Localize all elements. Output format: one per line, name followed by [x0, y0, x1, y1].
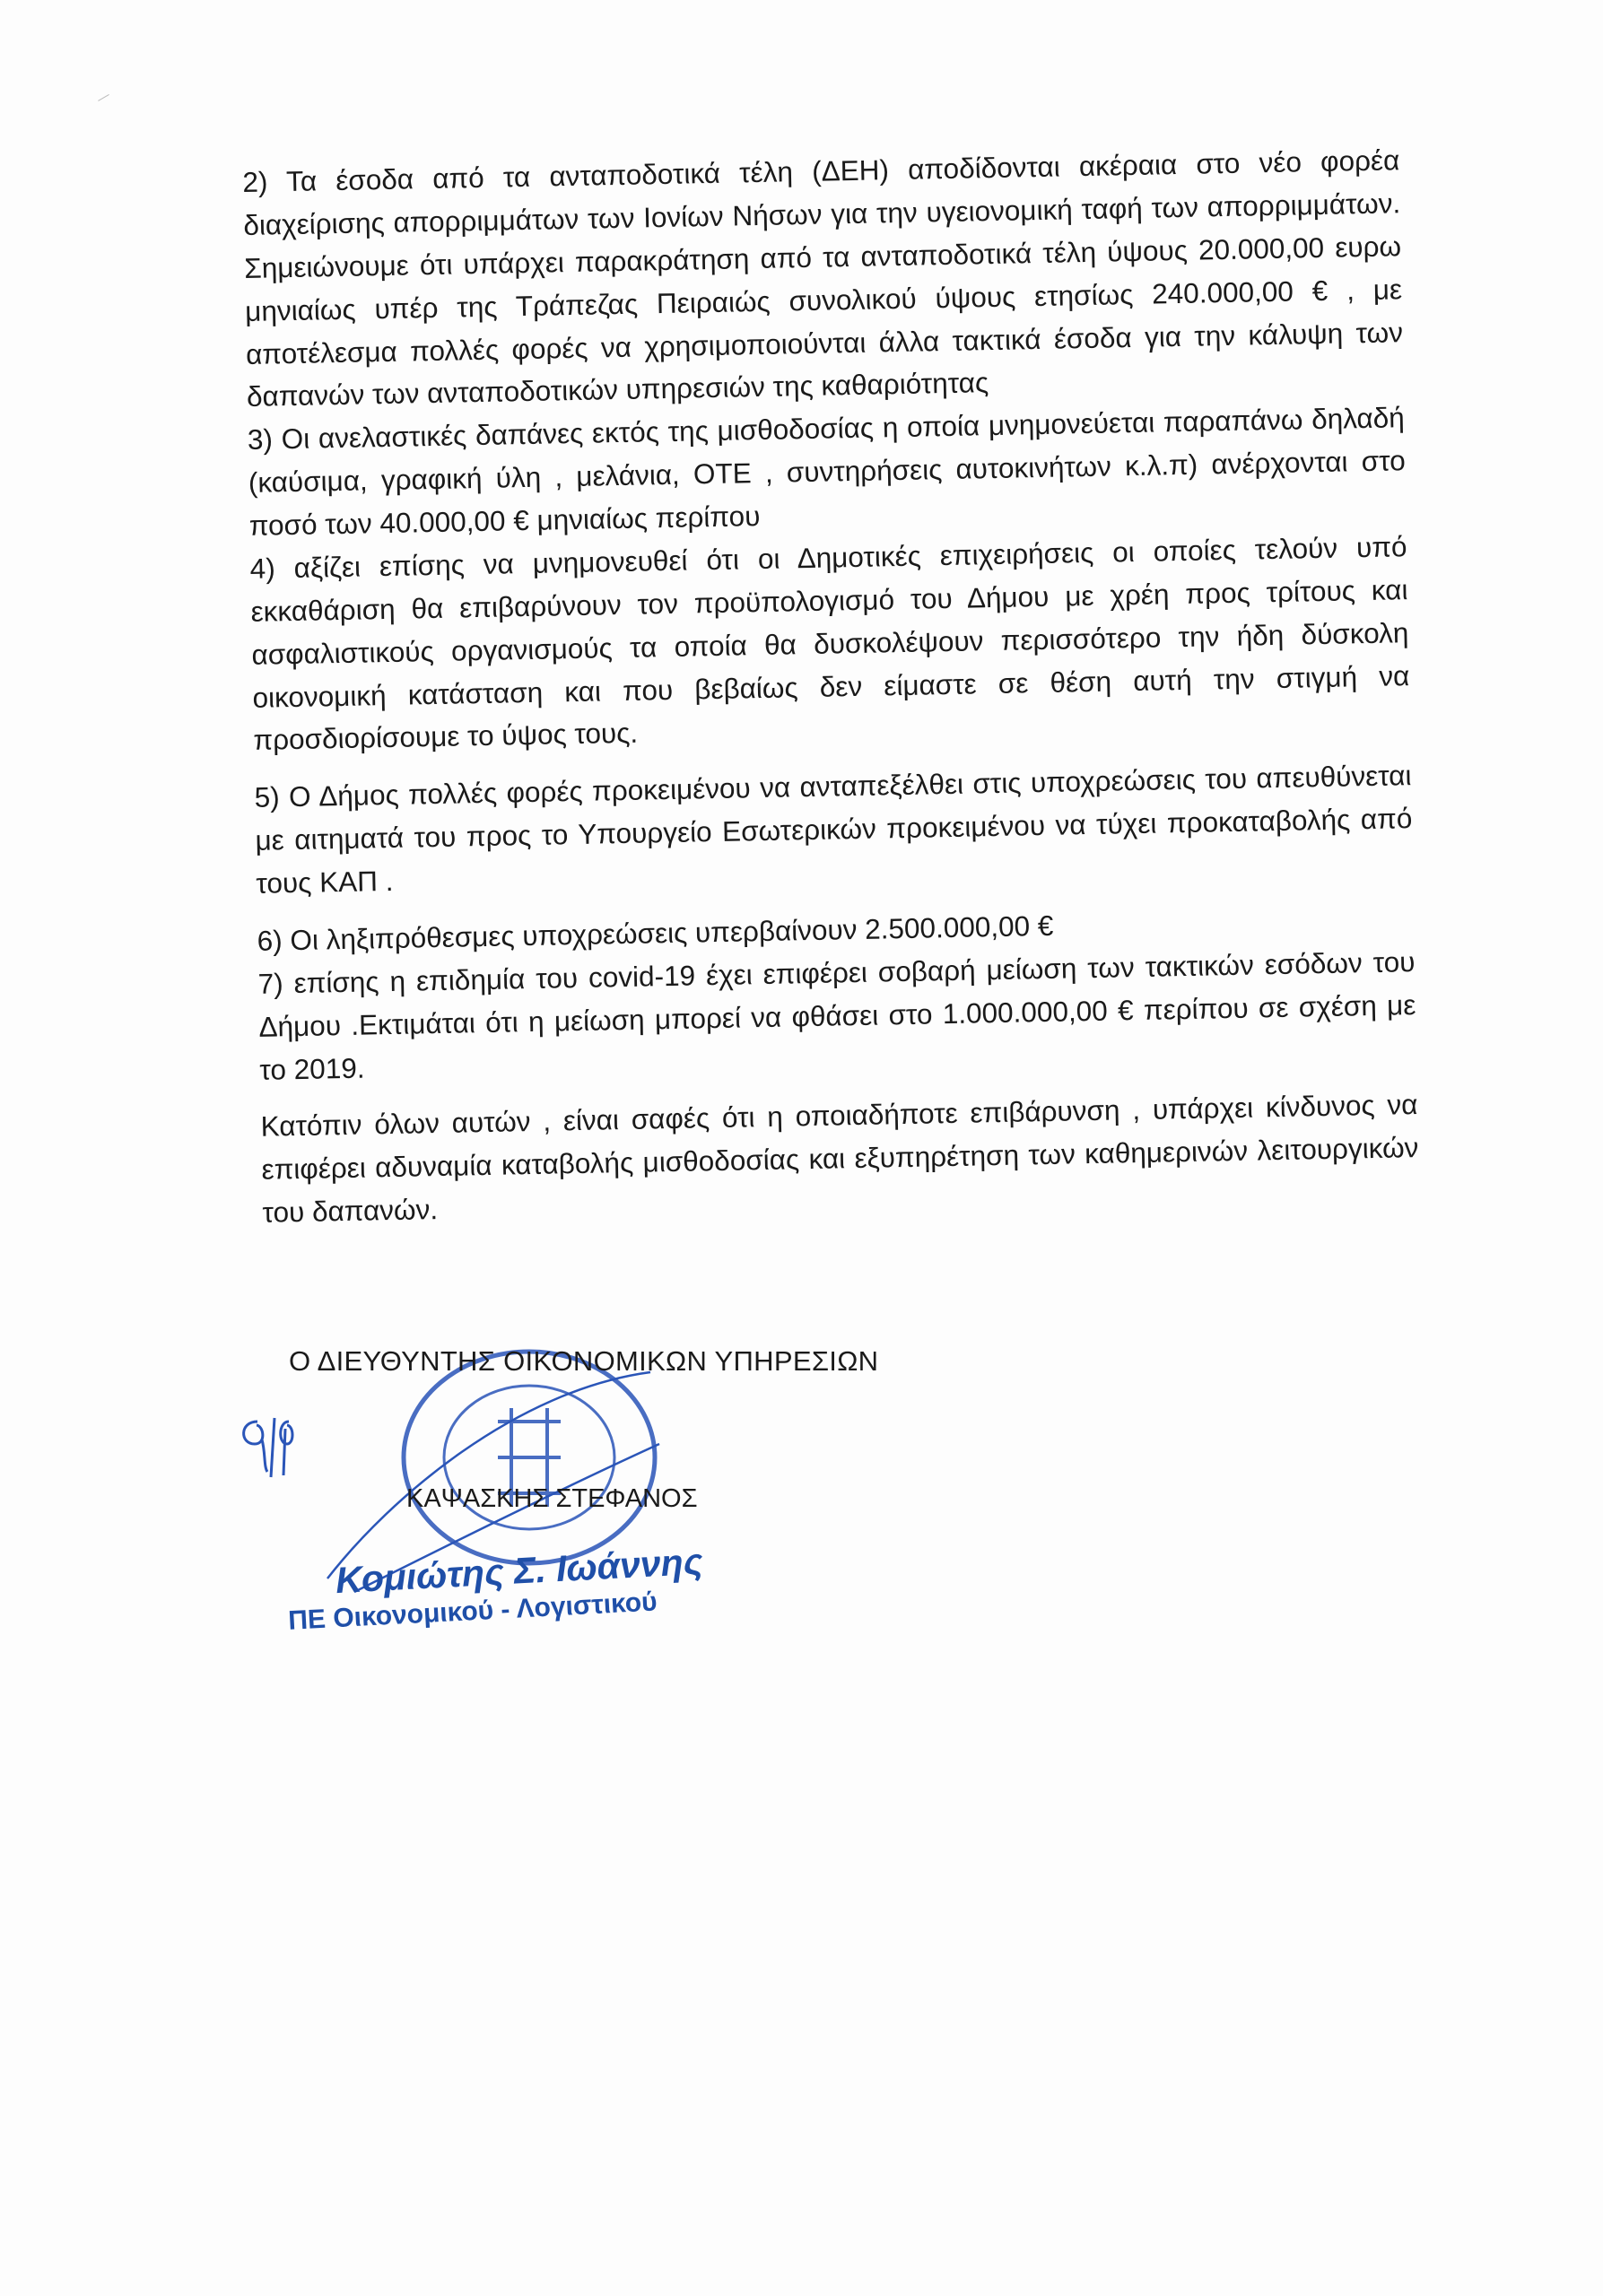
signature-title: Ο ΔΙΕΥΘΥΝΤΗΣ ΟΙΚΟΝΟΜΙΚΩΝ ΥΠΗΡΕΣΙΩΝ [289, 1345, 879, 1377]
paragraph-6: 6) Οι ληξιπρόθεσμες υποχρεώσεις υπερβαίνουν 2.500.000,00 € [257, 909, 1054, 957]
signatory-name: ΚΑΨΑΣΚΗΣ ΣΤΕΦΑΝΟΣ [406, 1484, 698, 1513]
paragraph-4: 4) αξίζει επίσης να μνημονευθεί ότι οι Δημοτικές επιχειρήσεις οι οποίες τελούν υπό εκκαθάριση θα επιβαρύνουν τον προϋπολογισμό του Δήμου με χρέη προς τρίτους και ασφαλιστικούς οργανισμούς τα οποία θα δυσκολέψουν περισσότερο την ήδη δύσκολη οικονομική κατάσταση και που βεβαίως δεν είμαστε σε θέση αυτή την στιγμή να προσδιορίσουμε το ύψος τους. [249, 530, 1410, 757]
paragraph-3: 3) Οι ανελαστικές δαπάνες εκτός της μισθοδοσίας η οποία μνημονεύεται παραπάνω δηλαδή (καύσιμα, γραφική ύλη , μελάνια, ΟΤΕ , συντηρήσεις αυτοκινήτων κ.λ.π) ανέρχονται στο ποσό των 40.000,00 € μηνιαίως περίπου [247, 401, 1406, 542]
stamp-department: ΠΕ Οικονομικού - Λογιστικού [287, 1587, 658, 1636]
initials-signature [235, 1413, 298, 1484]
scan-mark [98, 94, 112, 106]
conclusion-paragraph: Κατόπιν όλων αυτών , είναι σαφές ότι η οποιαδήποτε επιβάρυνση , υπάρχει κίνδυνος να επιφέρει αδυναμία καταβολής μισθοδοσίας και εξυπηρέτηση των καθημερινών λειτουργικών του δαπανών. [260, 1088, 1419, 1229]
paragraph-2: 2) Τα έσοδα από τα ανταποδοτικά τέλη (ΔΕΗ) αποδίδονται ακέραια στο νέο φορέα διαχείρισης απορριμμάτων των Ιονίων Νήσων για την υγειονομική ταφή των απορριμμάτων. Σημειώνουμε ότι υπάρχει παρακράτηση από τα ανταποδοτικά τέλη ύψους 20.000,00 ευρω μηνιαίως υπέρ της Τράπεζας Πειραιώς συνολικού ύψους ετησίως 240.000,00 € , με αποτέλεσμα πολλές φορές να χρησιμοποιούνται άλλα τακτικά έσοδα για την κάλυψη των δαπανών των ανταποδοτικών υπηρεσιών της καθαριότητας [242, 144, 1404, 413]
letter-body [242, 139, 1420, 1235]
paragraph-7: 7) επίσης η επιδημία του covid-19 έχει επιφέρει σοβαρή μείωση των τακτικών εσόδων του Δήμου .Εκτιμάται ότι η μείωση μπορεί να φθάσει στο 1.000.000,00 € περίπου σε σχέση με το 2019. [257, 944, 1416, 1086]
stamp-name: Κομιώτης Σ. Ιωάννης [334, 1540, 704, 1602]
paragraph-5: 5) Ο Δήμος πολλές φορές προκειμένου να ανταπεξέλθει στις υποχρεώσεις του απευθύνεται με αιτηματά του προς το Υπουργείο Εσωτερικών προκειμένου να τύχει προκαταβολής από τους ΚΑΠ . [254, 759, 1413, 900]
